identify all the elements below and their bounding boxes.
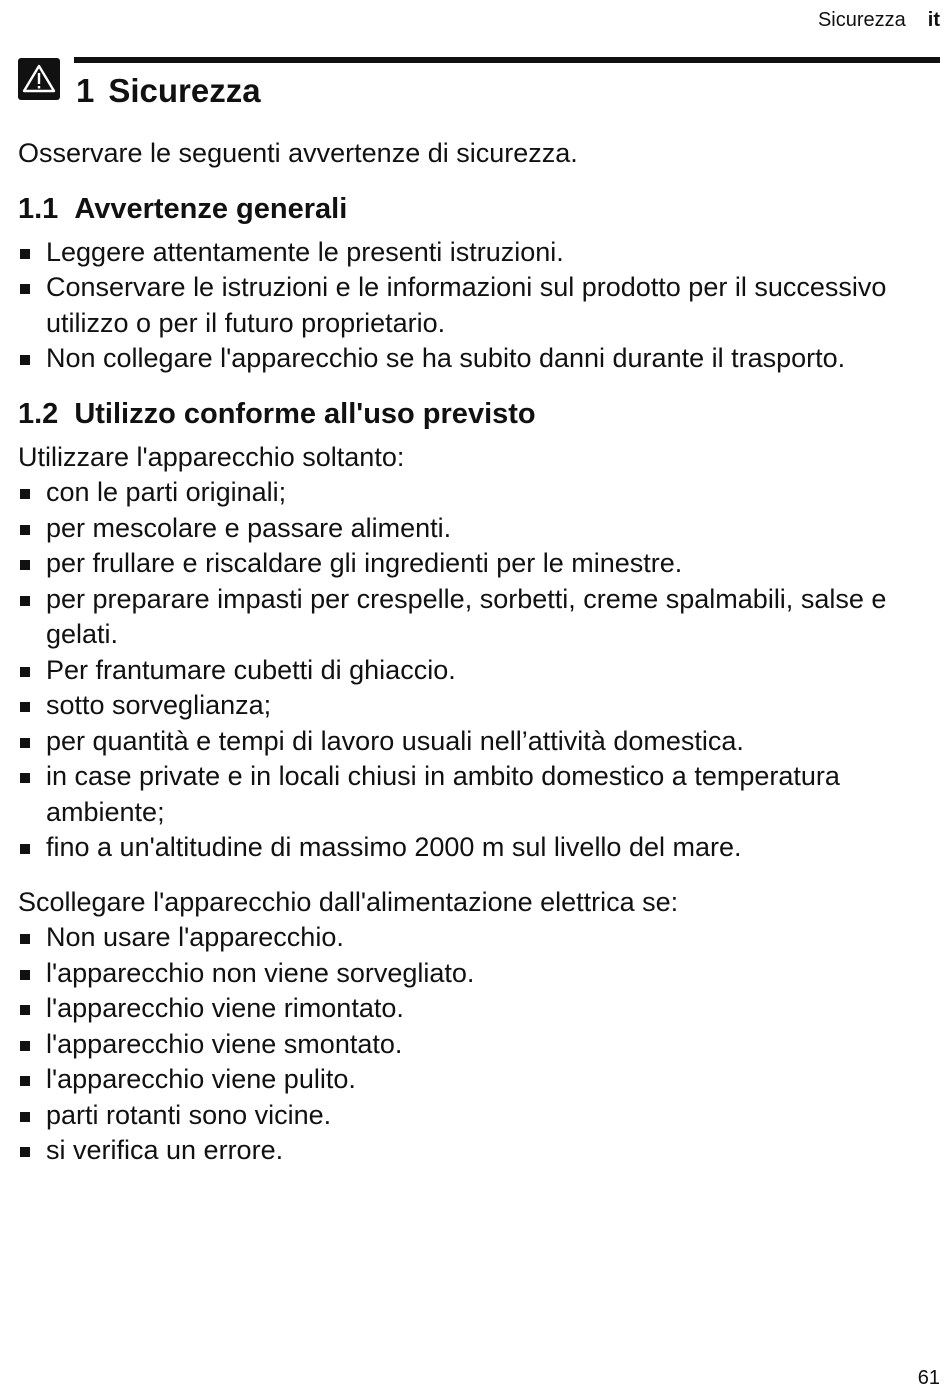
page-content (18, 136, 936, 1169)
section-title-general-warnings (18, 190, 936, 228)
list-item: per mescolare e passare alimenti. (18, 511, 936, 547)
running-head (818, 8, 940, 32)
list-item: Conservare le istruzioni e le informazioni sul prodotto per il successivo utilizzo o per il futuro proprietario. (18, 270, 936, 341)
list-item: l'apparecchio viene rimontato. (18, 991, 936, 1027)
running-head-language: it (927, 9, 940, 31)
list-item: Non collegare l'apparecchio se ha subito danni durante il trasporto. (18, 341, 936, 377)
running-head-section: Sicurezza (817, 9, 906, 31)
list-item: Leggere attentamente le presenti istruzioni. (18, 235, 936, 271)
general-warnings-list (18, 235, 936, 377)
page-number: 61 (917, 1367, 940, 1389)
chapter-intro: Osservare le seguenti avvertenze di sicurezza. (18, 138, 578, 168)
chapter-number: 1 (76, 72, 95, 109)
chapter-title (76, 70, 261, 112)
section-title-text: Utilizzo conforme all'uso previsto (74, 397, 536, 430)
list-item: si verifica un errore. (18, 1133, 936, 1169)
intended-use-intro: Utilizzare l'apparecchio soltanto: (18, 441, 405, 472)
list-item: parti rotanti sono vicine. (18, 1098, 936, 1134)
warning-triangle-icon (18, 58, 60, 100)
list-item: sotto sorveglianza; (18, 688, 936, 724)
list-item: l'apparecchio non viene sorvegliato. (18, 956, 936, 992)
list-item: l'apparecchio viene pulito. (18, 1062, 936, 1098)
list-item: Per frantumare cubetti di ghiaccio. (18, 653, 936, 689)
list-item: l'apparecchio viene smontato. (18, 1027, 936, 1063)
chapter-rule (74, 57, 940, 63)
section-title-text: Avvertenze generali (74, 192, 348, 225)
section-title-intended-use (18, 395, 936, 433)
list-item: fino a un'altitudine di massimo 2000 m sul livello del mare. (18, 830, 936, 866)
section-number: 1.1 (18, 192, 59, 225)
list-item: per quantità e tempi di lavoro usuali nell’attività domestica. (18, 724, 936, 760)
disconnect-list (18, 920, 936, 1169)
disconnect-intro: Scollegare l'apparecchio dall'alimentazione elettrica se: (18, 886, 679, 917)
list-item: per frullare e riscaldare gli ingredienti per le minestre. (18, 546, 936, 582)
list-item: in case private e in locali chiusi in ambito domestico a temperatura ambiente; (18, 759, 936, 830)
intended-use-list (18, 475, 936, 866)
list-item: con le parti originali; (18, 475, 936, 511)
list-item: per preparare impasti per crespelle, sorbetti, creme spalmabili, salse e gelati. (18, 582, 936, 653)
list-item: Non usare l'apparecchio. (18, 920, 936, 956)
section-number: 1.2 (18, 397, 59, 430)
chapter-title-text: Sicurezza (108, 72, 261, 109)
